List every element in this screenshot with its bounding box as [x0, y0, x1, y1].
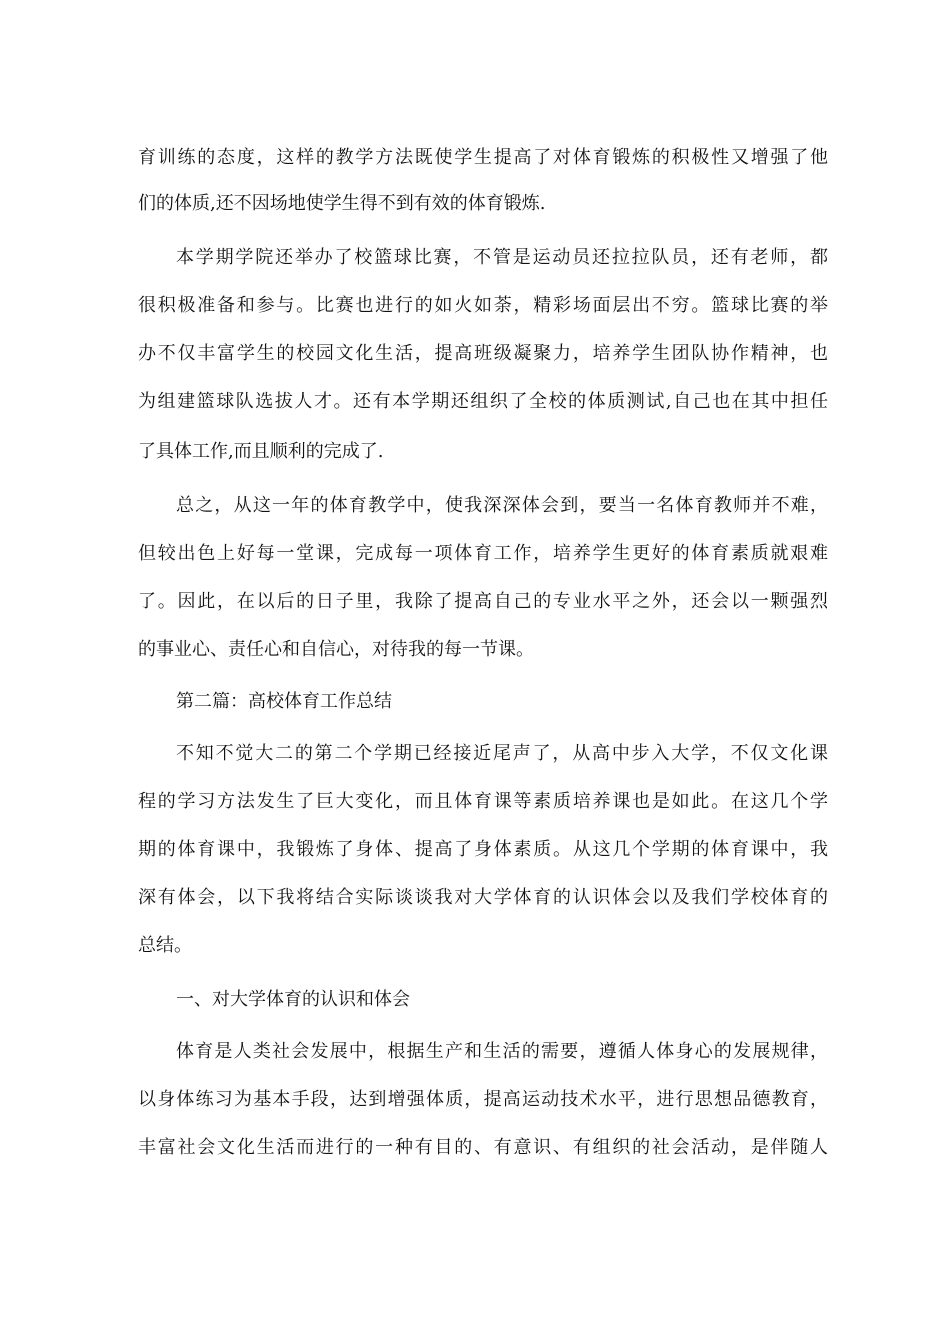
section-heading: 第二篇：高校体育工作总结	[176, 691, 392, 712]
paragraph-start-line: 不知不觉大二的第二个学期已经接近尾声了，从高中步入大学，不仅文化课	[176, 743, 828, 764]
text-line: 深有体会，以下我将结合实际谈谈我对大学体育的认识体会以及我们学校体育的	[138, 887, 828, 908]
text-line: 为组建篮球队选拔人才。还有本学期还组织了全校的体质测试,自己也在其中担任	[138, 391, 828, 412]
text-line: 的事业心、责任心和自信心，对待我的每一节课。	[138, 639, 534, 660]
text-line: 育训练的态度，这样的教学方法既使学生提高了对体育锻炼的积极性又增强了他	[138, 147, 828, 168]
subsection-heading: 一、对大学体育的认识和体会	[176, 989, 410, 1010]
text-line: 很积极准备和参与。比赛也进行的如火如荼，精彩场面层出不穷。篮球比赛的举	[138, 295, 828, 316]
text-line: 丰富社会文化生活而进行的一种有目的、有意识、有组织的社会活动，是伴随人	[138, 1137, 828, 1158]
text-line: 但较出色上好每一堂课，完成每一项体育工作，培养学生更好的体育素质就艰难	[138, 543, 828, 564]
text-line: 了具体工作,而且顺利的完成了.	[138, 441, 384, 462]
text-line: 了。因此，在以后的日子里，我除了提高自己的专业水平之外，还会以一颗强烈	[138, 591, 828, 612]
text-line: 程的学习方法发生了巨大变化，而且体育课等素质培养课也是如此。在这几个学	[138, 791, 828, 812]
paragraph-start-line: 体育是人类社会发展中，根据生产和生活的需要，遵循人体身心的发展规律，	[176, 1041, 828, 1062]
text-line: 期的体育课中，我锻炼了身体、提高了身体素质。从这几个学期的体育课中，我	[138, 839, 828, 860]
text-line: 们的体质,还不因场地使学生得不到有效的体育锻炼.	[138, 193, 546, 214]
text-line: 办不仅丰富学生的校园文化生活，提高班级凝聚力，培养学生团队协作精神，也	[138, 343, 828, 364]
paragraph-start-line: 总之，从这一年的体育教学中，使我深深体会到，要当一名体育教师并不难，	[176, 495, 828, 516]
text-line: 以身体练习为基本手段，达到增强体质，提高运动技术水平，进行思想品德教育，	[138, 1089, 828, 1110]
text-line: 总结。	[138, 935, 192, 956]
paragraph-start-line: 本学期学院还举办了校篮球比赛，不管是运动员还拉拉队员，还有老师，都	[176, 247, 828, 268]
